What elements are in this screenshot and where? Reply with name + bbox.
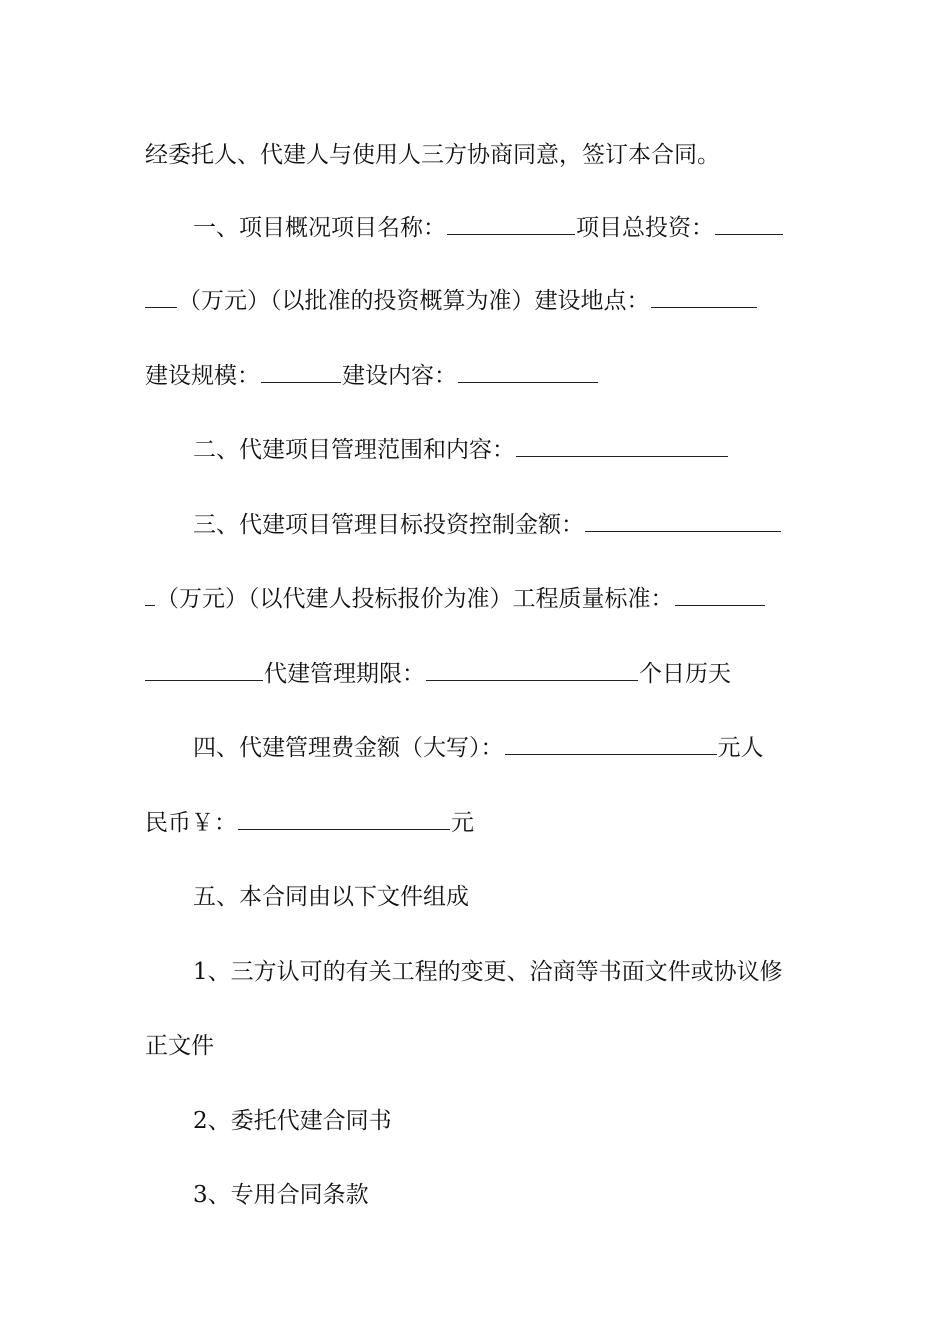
text: 元人 [717, 735, 764, 761]
fill-blank[interactable] [145, 281, 177, 308]
fill-blank[interactable] [651, 281, 757, 308]
text: 建设内容： [342, 363, 457, 389]
fill-blank[interactable] [585, 505, 781, 532]
paragraph-line [145, 505, 807, 545]
paragraph-line [145, 356, 807, 396]
paragraph-line [145, 430, 807, 470]
text: 一、项目概况项目名称： [193, 215, 446, 241]
fill-blank[interactable] [145, 654, 263, 681]
text: 代建管理期限： [264, 661, 425, 687]
paragraph-line [145, 135, 807, 175]
text: 民币￥： [145, 810, 237, 836]
text: 2、委托代建合同书 [193, 1108, 392, 1134]
text: 建设规模： [145, 363, 260, 389]
fill-blank[interactable] [458, 356, 598, 383]
text: 四、代建管理费金额（大写）： [193, 735, 504, 761]
paragraph-line [145, 579, 807, 619]
text: 元 [451, 810, 474, 836]
fill-blank[interactable] [505, 728, 717, 755]
paragraph-line [145, 728, 807, 768]
text: 经委托人、代建人与使用人三方协商同意，签订本合同。 [145, 142, 720, 168]
paragraph-line [145, 208, 807, 248]
paragraph-line [145, 877, 807, 917]
text: 二、代建项目管理范围和内容： [193, 437, 515, 463]
text: 3、专用合同条款 [193, 1182, 369, 1208]
fill-blank[interactable] [516, 430, 728, 457]
text: 正文件 [145, 1033, 214, 1059]
fill-blank[interactable] [238, 803, 450, 830]
paragraph-line [145, 281, 807, 321]
text: （万元）（以批准的投资概算为准）建设地点： [178, 288, 650, 314]
fill-blank[interactable] [715, 208, 783, 235]
paragraph-line [145, 1026, 807, 1066]
text: 个日历天 [639, 661, 731, 687]
paragraph-line [145, 1175, 807, 1215]
text: 1、三方认可的有关工程的变更、洽商等书面文件或协议修 [193, 959, 783, 985]
fill-blank[interactable] [261, 356, 341, 383]
fill-blank[interactable] [145, 579, 155, 606]
fill-blank[interactable] [675, 579, 765, 606]
text: 三、代建项目管理目标投资控制金额： [193, 512, 584, 538]
paragraph-line [145, 654, 807, 694]
fill-blank[interactable] [447, 208, 575, 235]
fill-blank[interactable] [426, 654, 638, 681]
text: 项目总投资： [576, 215, 714, 241]
paragraph-line [145, 803, 807, 843]
paragraph-line [145, 1101, 807, 1141]
text: 五、本合同由以下文件组成 [193, 884, 469, 910]
text: （万元）（以代建人投标报价为准）工程质量标准： [156, 586, 674, 612]
paragraph-line [145, 952, 807, 992]
